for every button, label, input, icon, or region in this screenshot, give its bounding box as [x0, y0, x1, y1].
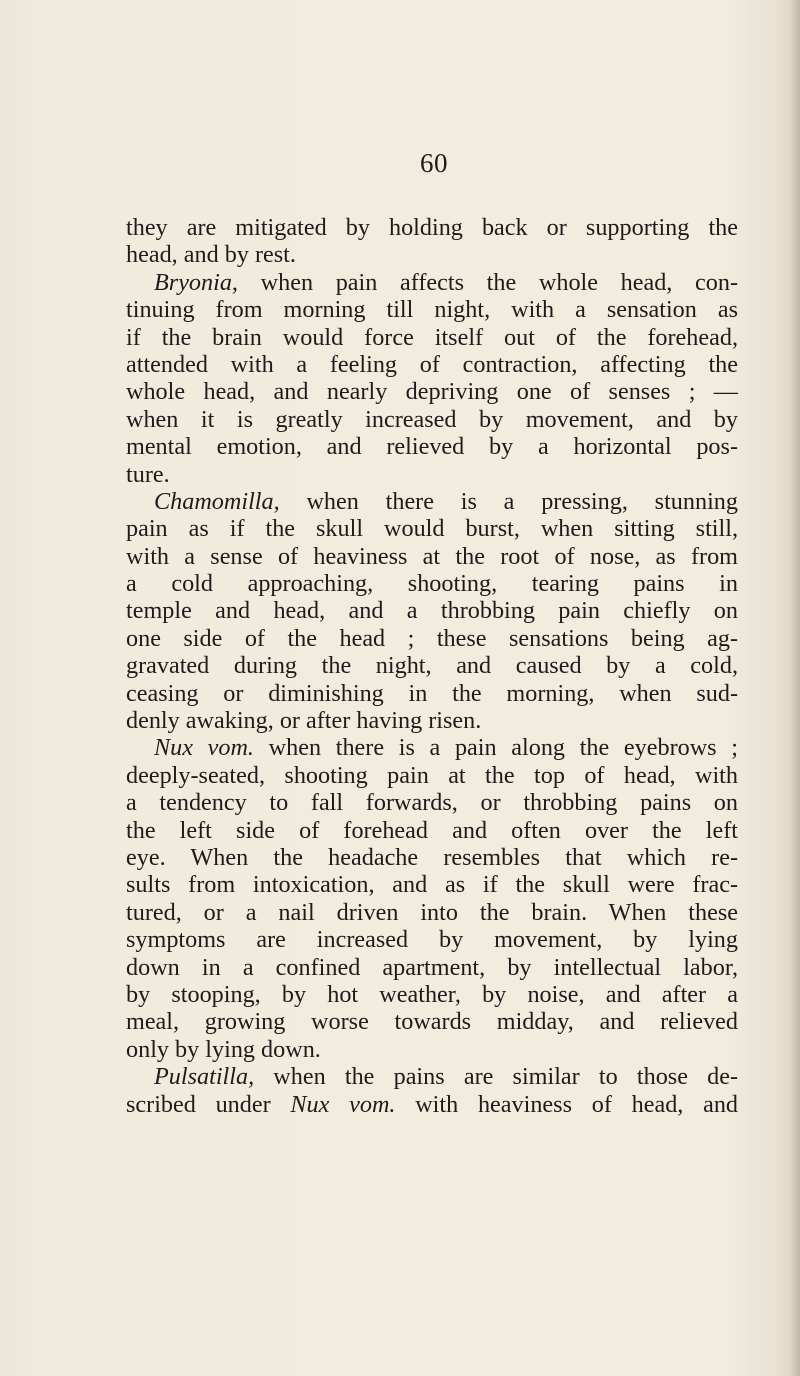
text-run: when there is a pain along the eyebrows ;	[253, 734, 738, 762]
text-run: one side of the head ; these sensations being ag-	[126, 624, 738, 652]
text-line	[126, 844, 738, 871]
page-number: 60	[420, 148, 448, 178]
text-run: denly awaking, or after having risen.	[126, 707, 482, 735]
text-line	[126, 570, 738, 597]
text-line	[126, 269, 738, 296]
text-line	[126, 789, 738, 816]
text-line	[126, 762, 738, 789]
text-line	[126, 324, 738, 351]
text-line	[126, 1091, 738, 1118]
text-line	[126, 981, 738, 1008]
remedy-name: Chamomilla,	[154, 487, 280, 515]
text-line	[126, 652, 738, 679]
text-line	[126, 461, 738, 488]
text-run: if the brain would force itself out of the forehead,	[126, 323, 738, 351]
remedy-name: Bryonia,	[154, 268, 238, 296]
text-run: the left side of forehead and often over the left	[126, 816, 738, 844]
text-run: gravated during the night, and caused by a cold,	[126, 652, 738, 680]
text-line	[126, 296, 738, 323]
text-line	[126, 515, 738, 542]
text-run: meal, growing worse towards midday, and relieved	[126, 1008, 738, 1036]
text-run: tured, or a nail driven into the brain. When these	[126, 898, 738, 926]
text-run: they are mitigated by holding back or supporting the	[126, 214, 738, 241]
text-run: symptoms are increased by movement, by lying	[126, 926, 738, 954]
text-run: down in a confined apartment, by intellectual labor,	[126, 953, 738, 981]
text-line	[126, 543, 738, 570]
text-line	[126, 734, 738, 761]
page-edge-shadow	[790, 0, 800, 1376]
text-line	[126, 817, 738, 844]
text-run: when it is greatly increased by movement, and by	[126, 405, 738, 433]
text-run: whole head, and nearly depriving one of senses ; —	[126, 378, 738, 406]
remedy-name: Nux vom.	[154, 734, 254, 762]
text-run: with heaviness of head, and	[395, 1090, 739, 1118]
text-run: with a sense of heaviness at the root of nose, as from	[126, 542, 738, 570]
text-line	[126, 954, 738, 981]
text-run: only by lying down.	[126, 1035, 321, 1063]
text-line	[126, 625, 738, 652]
body-text	[126, 214, 738, 1118]
text-run: sults from intoxication, and as if the skull were frac-	[126, 871, 738, 899]
text-line	[126, 406, 738, 433]
text-run: attended with a feeling of contraction, affecting the	[126, 350, 738, 378]
text-line	[126, 597, 738, 624]
text-run: a cold approaching, shooting, tearing pains in	[126, 570, 738, 598]
text-line	[126, 1063, 738, 1090]
text-run: when pain affects the whole head, con-	[237, 268, 738, 296]
text-line	[126, 214, 738, 241]
text-run: temple and head, and a throbbing pain chiefly on	[126, 597, 738, 625]
text-run: pain as if the skull would burst, when sitting still,	[126, 515, 738, 543]
remedy-name: Pulsatilla,	[154, 1063, 255, 1091]
text-run: ceasing or diminishing in the morning, when sud-	[126, 679, 738, 707]
text-run: ture.	[126, 460, 170, 488]
text-run: when the pains are similar to those de-	[254, 1063, 738, 1091]
text-run: when there is a pressing, stunning	[279, 487, 738, 515]
text-run: head, and by rest.	[126, 241, 296, 269]
text-run: mental emotion, and relieved by a horizontal pos-	[126, 433, 738, 461]
remedy-name: Nux vom.	[290, 1090, 396, 1118]
text-line	[126, 680, 738, 707]
text-run: eye. When the headache resembles that which re-	[126, 843, 738, 871]
text-run: a tendency to fall forwards, or throbbing pains on	[126, 789, 738, 817]
text-line	[126, 1036, 738, 1063]
text-line	[126, 899, 738, 926]
text-run: deeply-seated, shooting pain at the top of head, with	[126, 761, 738, 789]
text-run: by stooping, by hot weather, by noise, and after a	[126, 980, 738, 1008]
text-line	[126, 351, 738, 378]
text-run: tinuing from morning till night, with a sensation as	[126, 296, 738, 324]
text-line	[126, 488, 738, 515]
text-line	[126, 707, 738, 734]
text-line	[126, 926, 738, 953]
text-line	[126, 241, 738, 268]
text-line	[126, 433, 738, 460]
text-line	[126, 871, 738, 898]
text-line	[126, 1008, 738, 1035]
text-run: scribed under	[126, 1090, 291, 1118]
text-line	[126, 378, 738, 405]
